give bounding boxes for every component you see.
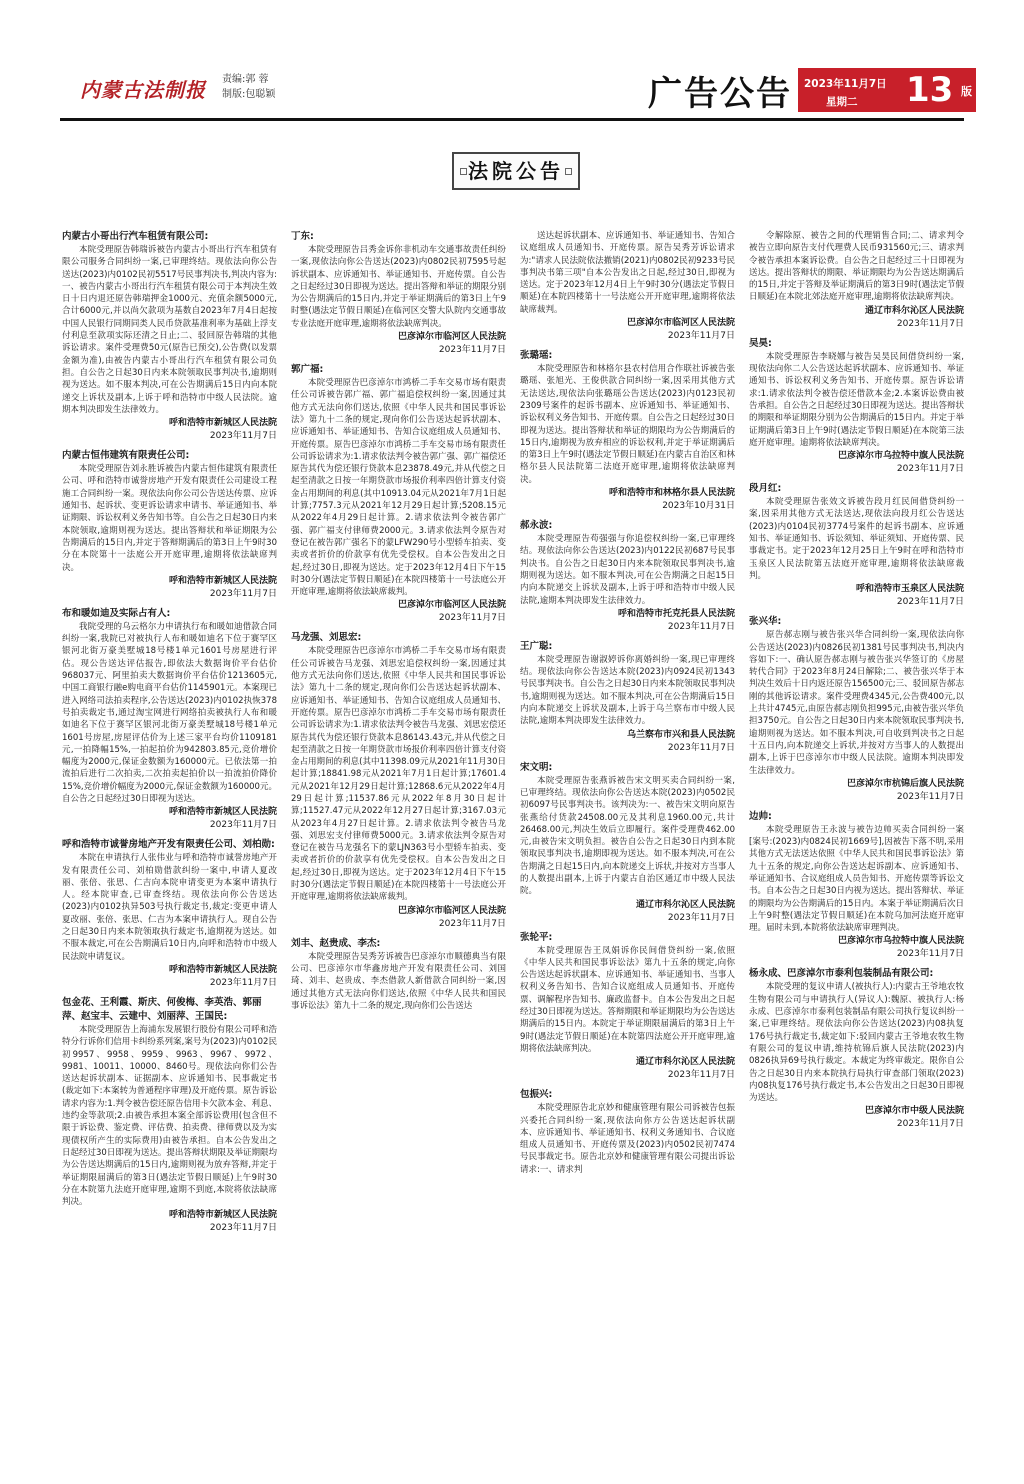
- court-notice: [520, 1088, 735, 1176]
- court-notice: [520, 640, 735, 755]
- notice-addressee: 马龙强、刘思宏:: [291, 632, 362, 644]
- court-notice: [749, 337, 964, 476]
- court-notice: [291, 230, 506, 357]
- notice-date: 2023年11月7日: [896, 791, 964, 802]
- column-1: [62, 228, 277, 1458]
- notice-court: 巴彦淖尔市临河区人民法院: [626, 318, 735, 329]
- court-notice: [62, 838, 277, 990]
- notice-date: 2023年11月7日: [896, 949, 964, 960]
- editor-credits: [222, 72, 275, 102]
- notice-court: 乌兰察布市兴和县人民法院: [626, 729, 735, 740]
- notice-addressee: 边帅:: [749, 810, 772, 822]
- notice-court: 通辽市科尔沁区人民法院: [635, 899, 735, 910]
- notice-body: 我院受理的乌云格尔力申请执行布和暖如迪借款合同纠纷一案,我院已对被执行人布和暖如迪名下位于赛罕区银河北街万豪美墅城18号楼1单元1601号房屋进行评估。现公告送达评估报告,即依法大数据询价平台估价968037元、阿里拍卖大数据询价平台估价1213605元,中国工商银行融e购电商平台估价1145901元。本案现已进入网络司法拍卖程序,公告送达(2023)内0102执恢378号拍卖裁定书,通过淘宝网进行网络拍卖被执行人布和暖如迪名下位于赛罕区银河北街万豪美墅城18号楼1单元1601号房屋,房屋评估价为上述三家平台均价1109181元,一拍降幅15%,一拍起拍价为942803.85元,竞价增价幅度为2000元,保证金数额为160000元。已依法第一拍流拍后进行二次拍卖,二次拍卖起拍价以一拍流拍价降价15%,竞价增价幅度为2000元,保证金数额为160000元。自公告之日起经过30日即视为送达。: [62, 621, 277, 804]
- notice-body: 本院受理原告张燕诉被告宋文明买卖合同纠纷一案,已审理终结。现依法向你公告送达本院(2023)内0502民初6097号民事判决书。该判决为:一、被告宋文明向原告张燕给付货款24508.00元及其利息1960.00元,共计26468.00元,判决生效后立即履行。案件受理费462.00元,由被告宋文明负担。被告自公告之日起30日内到本院领取民事判决书,逾期即视为送达。如不服本判决,可在公告期满之日起15日内,向本院递交上诉状,并按对方当事人的人数提出副本,上诉于内蒙古自治区通辽市中级人民法院。: [520, 775, 735, 897]
- notice-court: 巴彦淖尔市乌拉特中旗人民法院: [837, 936, 964, 947]
- notice-date: 2023年11月7日: [667, 331, 735, 342]
- notice-body: 本院在申请执行人张伟业与呼和浩特市诚誉房地产开发有限责任公司、刘柏勋借款纠纷一案中,申请人夏改丽、张倍、张思、仁吉向本院申请变更为本案申请执行人。经本院审查,已审查终结。现依法向你公告送达(2023)内0102执异503号执行裁定书,裁定:变更申请人夏改丽、张倍、张思、仁吉为本案申请执行人。现自公告之日起30日内来本院领取执行裁定书,逾期视为送达。如不服本裁定,可在公告期满后10日内,向呼和浩特市中级人民法院申请复议。: [62, 853, 277, 962]
- notice-date: 2023年11月7日: [667, 742, 735, 753]
- notice-date: 2023年11月7日: [209, 977, 277, 988]
- court-notice: [749, 615, 964, 804]
- section-title: 广告公告: [648, 74, 792, 114]
- notice-addressee: 张轮平:: [520, 931, 553, 943]
- court-notice: [520, 931, 735, 1083]
- notice-addressee: 吴昊:: [749, 337, 772, 349]
- notice-date: 2023年11月7日: [667, 1070, 735, 1081]
- notice-date: 2023年11月7日: [209, 588, 277, 599]
- court-notice: [520, 230, 735, 343]
- issue-date: 2023年11月7日: [804, 78, 887, 90]
- notice-date: 2023年11月7日: [438, 345, 506, 356]
- court-notice: [520, 761, 735, 925]
- notice-date: 2023年10月31日: [662, 501, 735, 512]
- notice-addressee: 丁东:: [291, 231, 314, 242]
- header-rule: [60, 118, 964, 121]
- notice-court: 巴彦淖尔市乌拉特中旗人民法院: [837, 451, 964, 462]
- notice-court: 呼和浩特市托克托县人民法院: [617, 608, 735, 619]
- notice-addressee: 郭广福:: [291, 364, 324, 376]
- notice-addressee: 包振兴:: [520, 1089, 553, 1101]
- notice-body: 本院受理原告谢淑婷诉你离婚纠纷一案,现已审理终结。现依法向你公告送达本院(2023)内0924民初1343号民事判决书。自公告之日起30日内来本院领取民事判决书,逾期则视为送达。如不服本判决,可在公告期满后15日内向本院递交上诉状及副本,上诉于乌兰察布市中级人民法院,逾期本判决即发生法律效力。: [520, 654, 735, 727]
- notice-date: 2023年11月7日: [438, 918, 506, 929]
- court-notice: [291, 363, 506, 625]
- notice-date: 2023年11月7日: [896, 318, 964, 329]
- issue-weekday: 星期二: [826, 96, 858, 108]
- notice-addressee: 呼和浩特市诚誉房地产开发有限责任公司、刘柏勋:: [62, 839, 275, 851]
- notice-date: 2023年11月7日: [438, 613, 506, 624]
- notice-court: 呼和浩特市新城区人民法院: [168, 575, 277, 586]
- court-notice: [520, 519, 735, 634]
- notice-addressee: 段月红:: [749, 483, 782, 495]
- notice-addressee: 内蒙古恒伟建筑有限责任公司:: [62, 450, 190, 462]
- notice-date: 2023年11月7日: [209, 431, 277, 442]
- notice-body: 本院受理原告苟强强与你追偿权纠纷一案,已审理终结。现依法向你公告送达(2023)内0122民初687号民事判决书。自公告之日起30日内来本院领取民事判决书,逾期则视为送达。如不服本判决,可在公告期满之日起15日内向本院递交上诉状及副本,上诉于呼和浩特市中级人民法院,逾期本判决即发生法律效力。: [520, 534, 735, 606]
- notice-court: 呼和浩特市玉泉区人民法院: [855, 584, 964, 595]
- notice-body: 本院受理原告巴彦淖尔市鸿桥二手车交易市场有限责任公司诉被告郭广福、郭广福追偿权纠纷一案,因通过其他方式无法向你们送达,依照《中华人民共和国民事诉讼法》第九十二条的规定,现向你们公告送达起诉状副本、应诉通知书、举证通知书、告知合议庭组成人员通知书、开庭传票。原告巴彦淖尔市鸿桥二手车交易市场有限责任公司诉讼请求为:1.请求依法判令被告郭广强、郭广福偿还原告其代为偿还银行贷款本息23878.49元,并从代偿之日起至清款之日按一年期贷款市场报价利率四倍计算支付资金占用期间的利息(其中10913.04元从2021年7月1日起计算;7757.3元从2021年12月29日起计算;5208.15元从2022年4月29日起计算。2.请求依法判令被告郭广强、郭广福支付律师费2000元。3.请求依法判令原告对登记在被告郭广强名下的蒙LFW290号小型轿车拍卖、变卖或者折价的价款享有优先受偿权。自本公告发出之日起,经过30日,即视为送达。定于2023年12月4日下午15时30分(遇法定节假日顺延)在本院四楼第十一号法庭公开开庭审理,逾期将依法缺席裁判。: [291, 378, 506, 598]
- editor-line: 责编:郭 蓉: [222, 74, 269, 85]
- notice-court: 通辽市科尔沁区人民法院: [635, 1057, 735, 1068]
- notice-addressee: 布和暖如迪及实际占有人:: [62, 607, 171, 619]
- notice-court: 呼和浩特市新城区人民法院: [168, 964, 277, 975]
- notice-body: 本院受理原告刘永胜诉被告内蒙古恒伟建筑有限责任公司、呼和浩特市诚誉房地产开发有限责任公司建设工程施工合同纠纷一案。现依法向你公司公告送达传票、应诉通知书、起诉状、变更诉讼请求申请书、举证通知书、举证期限、诉讼权利义务告知书等。自公告之日起30日内来本院领取,逾期则视为送达。提出答辩状和举证期限为公告期满后的15日内,并定于答辩期满后的第3日上午9时30分在本院第十一法庭公开开庭审理,逾期将依法缺席判决。: [62, 464, 277, 573]
- notice-addressee: 宋文明:: [520, 761, 553, 773]
- notice-body: 送达起诉状副本、应诉通知书、举证通知书、告知合议庭组成人员通知书、开庭传票。原告吴秀芳诉讼请求为:"请求人民法院依法撤销(2021)内0802民初9233号民事判决书第三项"自本公告发出之日起,经过30日,即视为送达。定于2023年12月4日上午9时30分(遇法定节假日顺延)在本院四楼第十一号法庭公开开庭审理,逾期将依法缺席裁判。: [520, 231, 735, 315]
- notice-date: 2023年11月7日: [209, 1223, 277, 1234]
- court-notice: [749, 230, 964, 331]
- notice-title-box: [452, 152, 580, 190]
- notice-addressee: 郝永波:: [520, 520, 553, 532]
- notice-title: 法院公告: [468, 159, 564, 183]
- column-2: [291, 228, 506, 1458]
- notice-date: 2023年11月7日: [896, 597, 964, 608]
- column-4: [749, 228, 964, 1458]
- notice-addressee: 杨永成、巴彦淖尔市泰利包装制品有限公司:: [749, 968, 934, 980]
- newspaper-logo: 内蒙古法制报: [80, 78, 206, 102]
- notice-body: 本院受理原告吕秀金诉你非机动车交通事故责任纠纷一案,现依法向你公告送达(2023)内0802民初7595号起诉状副本、应诉通知书、举证通知书、开庭传票。自公告之日起经过30日即视为送达。提出答辩和举证的期限分别为公告期满后的15日内,并定于举证期满后的第3日上午9时整(遇法定节假日顺延)在临河区交警大队院内交通事故专业法庭开庭审理,逾期将依法缺席判决。: [291, 245, 506, 329]
- court-notice: [749, 482, 964, 609]
- notice-body: 本院受理原告北京妙和健康管理有限公司诉被告包振兴委托合同纠纷一案,现依法向你方公告送达起诉状副本、应诉通知书、举证通知书、权利义务通知书、合议庭组成人员通知书、开庭传票及(2023)内0502民初7474号民事裁定书。原告北京妙和健康管理有限公司提出诉讼请求:一、请求判: [520, 1103, 735, 1175]
- court-notice: [291, 937, 506, 1012]
- notice-date: 2023年11月7日: [667, 912, 735, 923]
- notice-court: 巴彦淖尔市杭锦后旗人民法院: [846, 778, 964, 789]
- notice-body: 本院受理原告王凤娟诉你民间借贷纠纷一案,依照《中华人民共和国民事诉讼法》第九十五条的规定,向你公告送达起诉状副本、应诉通知书、举证通知书、当事人权利义务告知书、告知合议庭组成人员通知书、开庭传票、调解程序告知书、廉政监督卡。自本公告发出之日起经过30日即视为送达。答辩期限和举证期限均为公告送达期满后的15日内。本院定于举证期限届满后的第3日上午9时(遇法定节假日顺延)在本院第四法庭公开开庭审理,逾期将依法缺席判决。: [520, 945, 735, 1054]
- notice-body: 本院受理原告上海浦东发展银行股份有限公司呼和浩特分行诉你们信用卡纠纷系列案,案号为(2023)内0102民初9957、9958、9959、9963、9967、9972、9981、10011、10000、8460号。现依法向你们公告送达起诉状副本、证据副本、应诉通知书、民事裁定书(裁定如下:本案转为普通程序审理)及开庭传票。原告诉讼请求内容为:1.判令被告偿还原告信用卡欠款本金、利息、违约金等款项;2.由被告承担本案全部诉讼费用(包含但不限于诉讼费、鉴定费、评估费、拍卖费、律师费以及为实现债权所产生的实际费用)由被告承担。自本公告发出之日起经过30日即视为送达。提出答辩状期限及举证期限均为公告送达期满后的15日内,逾期则视为放弃答辩,并定于举证期限届满后的第3日(遇法定节假日顺延)上午9时30分在本院第九法庭开庭审理,逾期不到庭,本院将依法缺席判决。: [62, 1024, 277, 1208]
- notice-addressee: 张璐瑶:: [520, 350, 553, 362]
- notice-body: 本院受理原告和林格尔县农村信用合作联社诉被告张璐瑶、张旭光、王俊供款合同纠纷一案,因采用其他方式无法送达,现依法向张璐瑶公告送达(2023)内0123民初2309号案件的起诉书副本、应诉通知书、举证通知书、诉讼权利义务告知书、开庭传票。自公告之日起经过30日即视为送达。提出答辩状和举证的期限均为公告期满后的15日内,逾期视为放弃相应的诉讼权利,并定于举证期满后的第3日上午9时(遇法定节假日顺延)在内蒙古自治区和林格尔县人民法院第二法庭开庭审理,逾期将依法缺席判决。: [520, 364, 735, 485]
- masthead: [60, 62, 972, 118]
- page-number-value: 13: [906, 70, 954, 110]
- page-number: [900, 68, 976, 112]
- notice-date: 2023年11月7日: [896, 464, 964, 475]
- page-suffix: 版: [961, 85, 972, 98]
- producer-line: 制版:包聪颖: [222, 89, 276, 100]
- notice-court: 呼和浩特市新城区人民法院: [168, 807, 277, 818]
- notice-addressee: 张兴华:: [749, 616, 782, 628]
- notice-court: 通辽市科尔沁区人民法院: [864, 305, 964, 316]
- notice-body: 本院受理原告王永波与被告边帅买卖合同纠纷一案[案号:(2023)内0824民初1669号],因被告下落不明,采用其他方式无法送达依照《中华人民共和国民事诉讼法》第九十五条的规定,向你公告送达起诉副本、应诉通知书、举证通知书、合议庭组成人员告知书、开庭传票等诉讼文书。自本公告之日起30日内视为送达。提出答辩状、举证的期限均为公告期满后的15日内。本案于举证期满后次日上午9时整(遇法定节假日顺延)在本院乌加河法庭开庭审理。届时未到,本院将依法缺席审理判决。: [749, 824, 964, 934]
- court-notice: [62, 449, 277, 601]
- notice-body: 本院受理的复议申请人(被执行人):内蒙古王爷地农牧生物有限公司与申请执行人(异议人):魏原、被执行人:杨永成、巴彦淖尔市泰利包装制品有限公司执行复议纠纷一案,已审理终结。现依法向你公告送达(2023)内08执复176号执行裁定书,裁定如下:驳回内蒙古王爷地农牧生物有限公司的复议申请,维持杭锦后旗人民法院(2023)内0826执异69号执行裁定。本裁定为终审裁定。限你自公告之日起30日内来本院执行局执行审查部门领取(2023)内08执复176号执行裁定书,本公告发出之日起30日即视为送达。: [749, 982, 964, 1104]
- notice-court: 呼和浩特市新城区人民法院: [168, 418, 277, 429]
- notice-body: 原告郝志刚与被告张兴华合同纠纷一案,现依法向你公告送达(2023)内0826民初1381号民事判决书,判决内容如下:一、确认原告郝志刚与被告张兴华签订的《房屋转代合同》于2023年8月24日解除;二、被告张兴华于本判决生效后十日内返还原告156500元;三、驳回原告郝志刚的其他诉讼请求。案件受理费4345元,公告费400元,以上共计4745元,由原告郝志刚负担995元,由被告张兴华负担3750元。自公告之日起30日内来本院领取民事判决书,逾期则视为送达。如不服本判决,可自收到判决书之日起十五日内,向本院递交上诉状,并按对方当事人的人数提出副本,上诉于巴彦淖尔市中级人民法院。逾期本判决即发生法律效力。: [749, 630, 964, 776]
- notice-date: 2023年11月7日: [667, 621, 735, 632]
- notice-addressee: 内蒙古小哥出行汽车租赁有限公司:: [62, 231, 209, 242]
- court-notice: [749, 967, 964, 1131]
- court-notice: [291, 631, 506, 930]
- notice-court: 呼和浩特市和林格尔县人民法院: [608, 488, 735, 499]
- court-notice: [520, 349, 735, 513]
- court-notice: [62, 607, 277, 832]
- notice-body: 本院受理原告张效文诉被告段月红民间借贷纠纷一案,因采用其他方式无法送达,现依法向段月红公告送达(2023)内0104民初3774号案件的起诉书副本、应诉通知书、举证通知书、诉讼须知、举证须知、开庭传票、民事裁定书。定于2023年12月25日上午9时在呼和浩特市玉泉区人民法院第五法庭开庭审理,逾期将依法缺席裁判。: [749, 497, 964, 581]
- notice-court: 巴彦淖尔市中级人民法院: [864, 1106, 964, 1117]
- notice-body: 本院受理原告吴秀芳诉被告巴彦淖尔市顺德典当有限公司、巴彦淖尔市华鑫房地产开发有限责任公司、刘国琦、刘丰、赵贵成、李杰借款人新借款合同纠纷一案,因通过其他方式无法向你们送达,依照《中华人民共和国民事诉讼法》第九十二条的规定,现向你们公告送达: [291, 951, 506, 1011]
- notice-date: 2023年11月7日: [209, 820, 277, 831]
- notice-body: 本院受理原告李晓娜与被告吴昊民间借贷纠纷一案,现依法向你二人公告送达起诉状副本、应诉通知书、举证通知书、诉讼权利义务告知书、开庭传票。原告诉讼请求:1.请求依法判令被告偿还借款本金;2.本案诉讼费由被告承担。自公告之日起经过30日即视为送达。提出答辩状的期限和举证期限分别为公告期满后的15日内。并定于举证期满后第3日上午9时(遇法定节假日顺延)在本院第三法庭开庭审理。逾期将依法缺席判决。: [749, 351, 964, 448]
- notice-court: 呼和浩特市新城区人民法院: [168, 1210, 277, 1221]
- notice-date: 2023年11月7日: [896, 1119, 964, 1130]
- notice-body: 本院受理原告巴彦淖尔市鸿桥二手车交易市场有限责任公司诉被告马龙强、刘思宏追偿权纠纷一案,因通过其他方式无法向你们送达,依照《中华人民共和国民事诉讼法》第九十二条的规定,现向你们公告送达起诉状副本、应诉通知书、举证通知书、告知合议庭组成人员通知书、开庭传票。原告巴彦淖尔市鸿桥二手车交易市场有限责任公司诉讼请求为:1.请求依法判令被告马龙强、刘思宏偿还原告其代为偿还银行贷款本息86143.43元,并从代偿之日起至清款之日按一年期贷款市场报价利率四倍计算支付资金占用期间的利息(其中11398.09元从2021年11月30日起计算;18841.98元从2021年7月1日起计算;17601.4元从2021年12月29日起计算;12868.6元从2022年4月29日起计算;11537.86元从2022年8月30日起计算;11527.47元从2022年12月27日起计算;3167.03元从2023年4月27日起计算。2.请求依法判令被告马龙强、刘思宏支付律师费5000元。3.请求依法判令原告对登记在被告马龙强名下的蒙LJN363号小型轿车拍卖、变卖或者折价的价款享有优先受偿权。自本公告发出之日起,经过30日,即视为送达。定于2023年12月4日下午15时30分(遇法定节假日顺延)在本院四楼第十一号法庭公开开庭审理,逾期将依法缺席裁判。: [291, 646, 506, 903]
- column-3: [520, 228, 735, 1458]
- notice-addressee: 刘丰、赵贵成、李杰:: [291, 937, 381, 949]
- notice-body: 令解除原、被告之间的代理销售合同;二、请求判令被告立即向原告支付代理费人民币931560元;三、请求判令被告承担本案诉讼费。自公告之日起经过三十日即视为送达。提出答辩状的期限、举证期限均为公告送达期满后的15日,并定于答辩及举证期满后的第3日9时(遇法定节假日顺延)在本院北郊法庭开庭审理,逾期将依法缺席判决。: [749, 231, 964, 303]
- court-notice: [62, 996, 277, 1235]
- notice-court: 巴彦淖尔市临河区人民法院: [397, 905, 506, 916]
- notice-court: 巴彦淖尔市临河区人民法院: [397, 332, 506, 343]
- court-notice: [749, 810, 964, 962]
- notice-court: 巴彦淖尔市临河区人民法院: [397, 600, 506, 611]
- notice-addressee: 王广聪:: [520, 640, 553, 652]
- notice-addressee: 包金花、王利霞、斯庆、何俊梅、李英浩、郭丽萍、赵宝丰、云建中、刘丽萍、王国民:: [62, 996, 262, 1022]
- notice-body: 本院受理原告韩瑞诉被告内蒙古小哥出行汽车租赁有限公司服务合同纠纷一案,已审理终结。现依法向你公告送达(2023)内0102民初5517号民事判决书,判决内容为:一、被告内蒙古小哥出行汽车租赁有限公司于本判决生效日十日内退还原告韩瑞押金1000元、充值余额5000元,合计6000元,并以尚欠款项为基数自2023年7月4日起按中国人民银行同期同类人民币贷款基准利率为基础上浮支付利息至款项实际还清之日止;二、驳回原告韩瑞的其他诉讼请求。案件受理费50元(原告已预交),公告费(以发票金额为准),由被告内蒙古小哥出行汽车租赁有限公司负担。自公告之日起30日内来本院领取民事判决书,逾期则视为送达。如不服本判决,可在公告期满后15日内向本院递交上诉状及副本,上诉于呼和浩特市中级人民法院。逾期本判决即发生法律效力。: [62, 245, 277, 415]
- court-notice: [62, 230, 277, 443]
